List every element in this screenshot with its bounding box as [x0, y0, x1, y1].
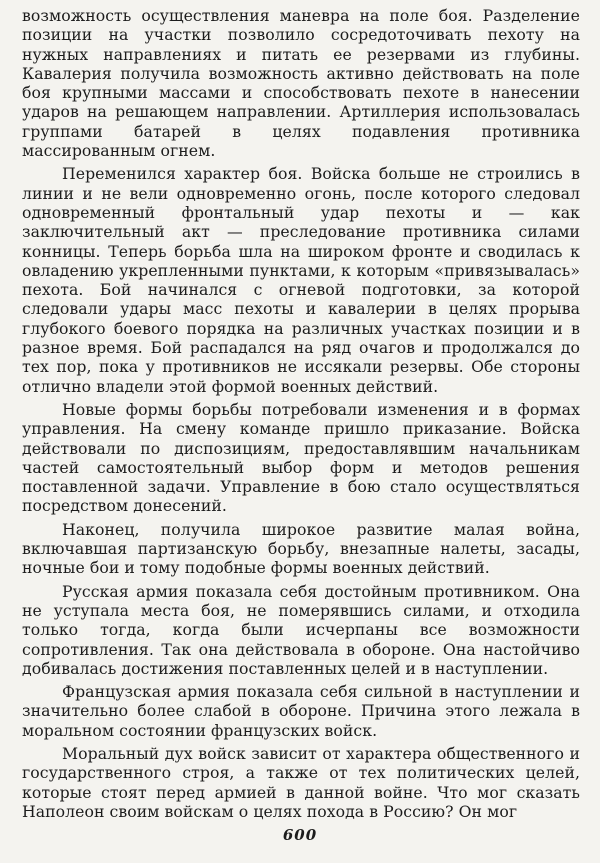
paragraph-6: Французская армия показала себя сильной в наступлении и значительно более слабой в обороне. Причина этого лежала в моральном состоянии французских войск. — [22, 682, 580, 740]
body-text — [22, 6, 580, 821]
paragraph-5: Русская армия показала себя достойным противником. Она не уступала места боя, не померявшись силами, и отходила только тогда, когда были исчерпаны все возможности сопротивления. Так она действовала в обороне. Она настойчиво добивалась достижения поставленных целей и в наступлении. — [22, 581, 580, 678]
paragraph-3: Новые формы борьбы потребовали изменения и в формах управления. На смену команде пришло приказание. Войска действовали по диспозициям, предоставлявшим начальникам частей самостоятельный выбор форм и методов решения поставленной задачи. Управление в бою стало осуществляться посредством донесений. — [22, 399, 580, 516]
paragraph-4: Наконец, получила широкое развитие малая война, включавшая партизанскую борьбу, внезапные налеты, засады, ночные бои и тому подобные формы военных действий. — [22, 519, 580, 578]
paragraph-1: возможность осуществления маневра на поле боя. Разделение позиции на участки позволило сосредоточивать пехоту на нужных направлениях и питать ее резервами из глубины. Кавалерия получила возможность активно действовать на поле боя крупными массами и способствовать пехоте в нанесении ударов на решающем направлении. Артиллерия использовалась группами батарей в целях подавления противника массированным огнем. — [22, 6, 580, 161]
paragraph-2: Переменился характер боя. Войска больше не строились в линии и не вели одновременно огонь, после которого следовал одновременный фронтальный удар пехоты и — как заключительный акт — преследование противника силами конницы. Теперь борьба шла на широком фронте и сводилась к овладению укрепленными пунктами, к которым «привязывалась» пехота. Бой начинался с огневой подготовки, за которой следовали удары масс пехоты и кавалерии в целях прорыва глубокого боевого порядка на различных участках позиции и в разное время. Бой распадался на ряд очагов и продолжался до тех пор, пока у противников не иссякали резервы. Обе стороны отлично владели этой формой военных действий. — [22, 164, 580, 396]
page-number: 600 — [282, 826, 318, 844]
paragraph-7: Моральный дух войск зависит от характера общественного и государственного строя, а также от тех политических целей, которые стоят перед армией в данной войне. Что мог сказать Наполеон своим войскам о целях похода в Россию? Он мог — [22, 743, 580, 821]
